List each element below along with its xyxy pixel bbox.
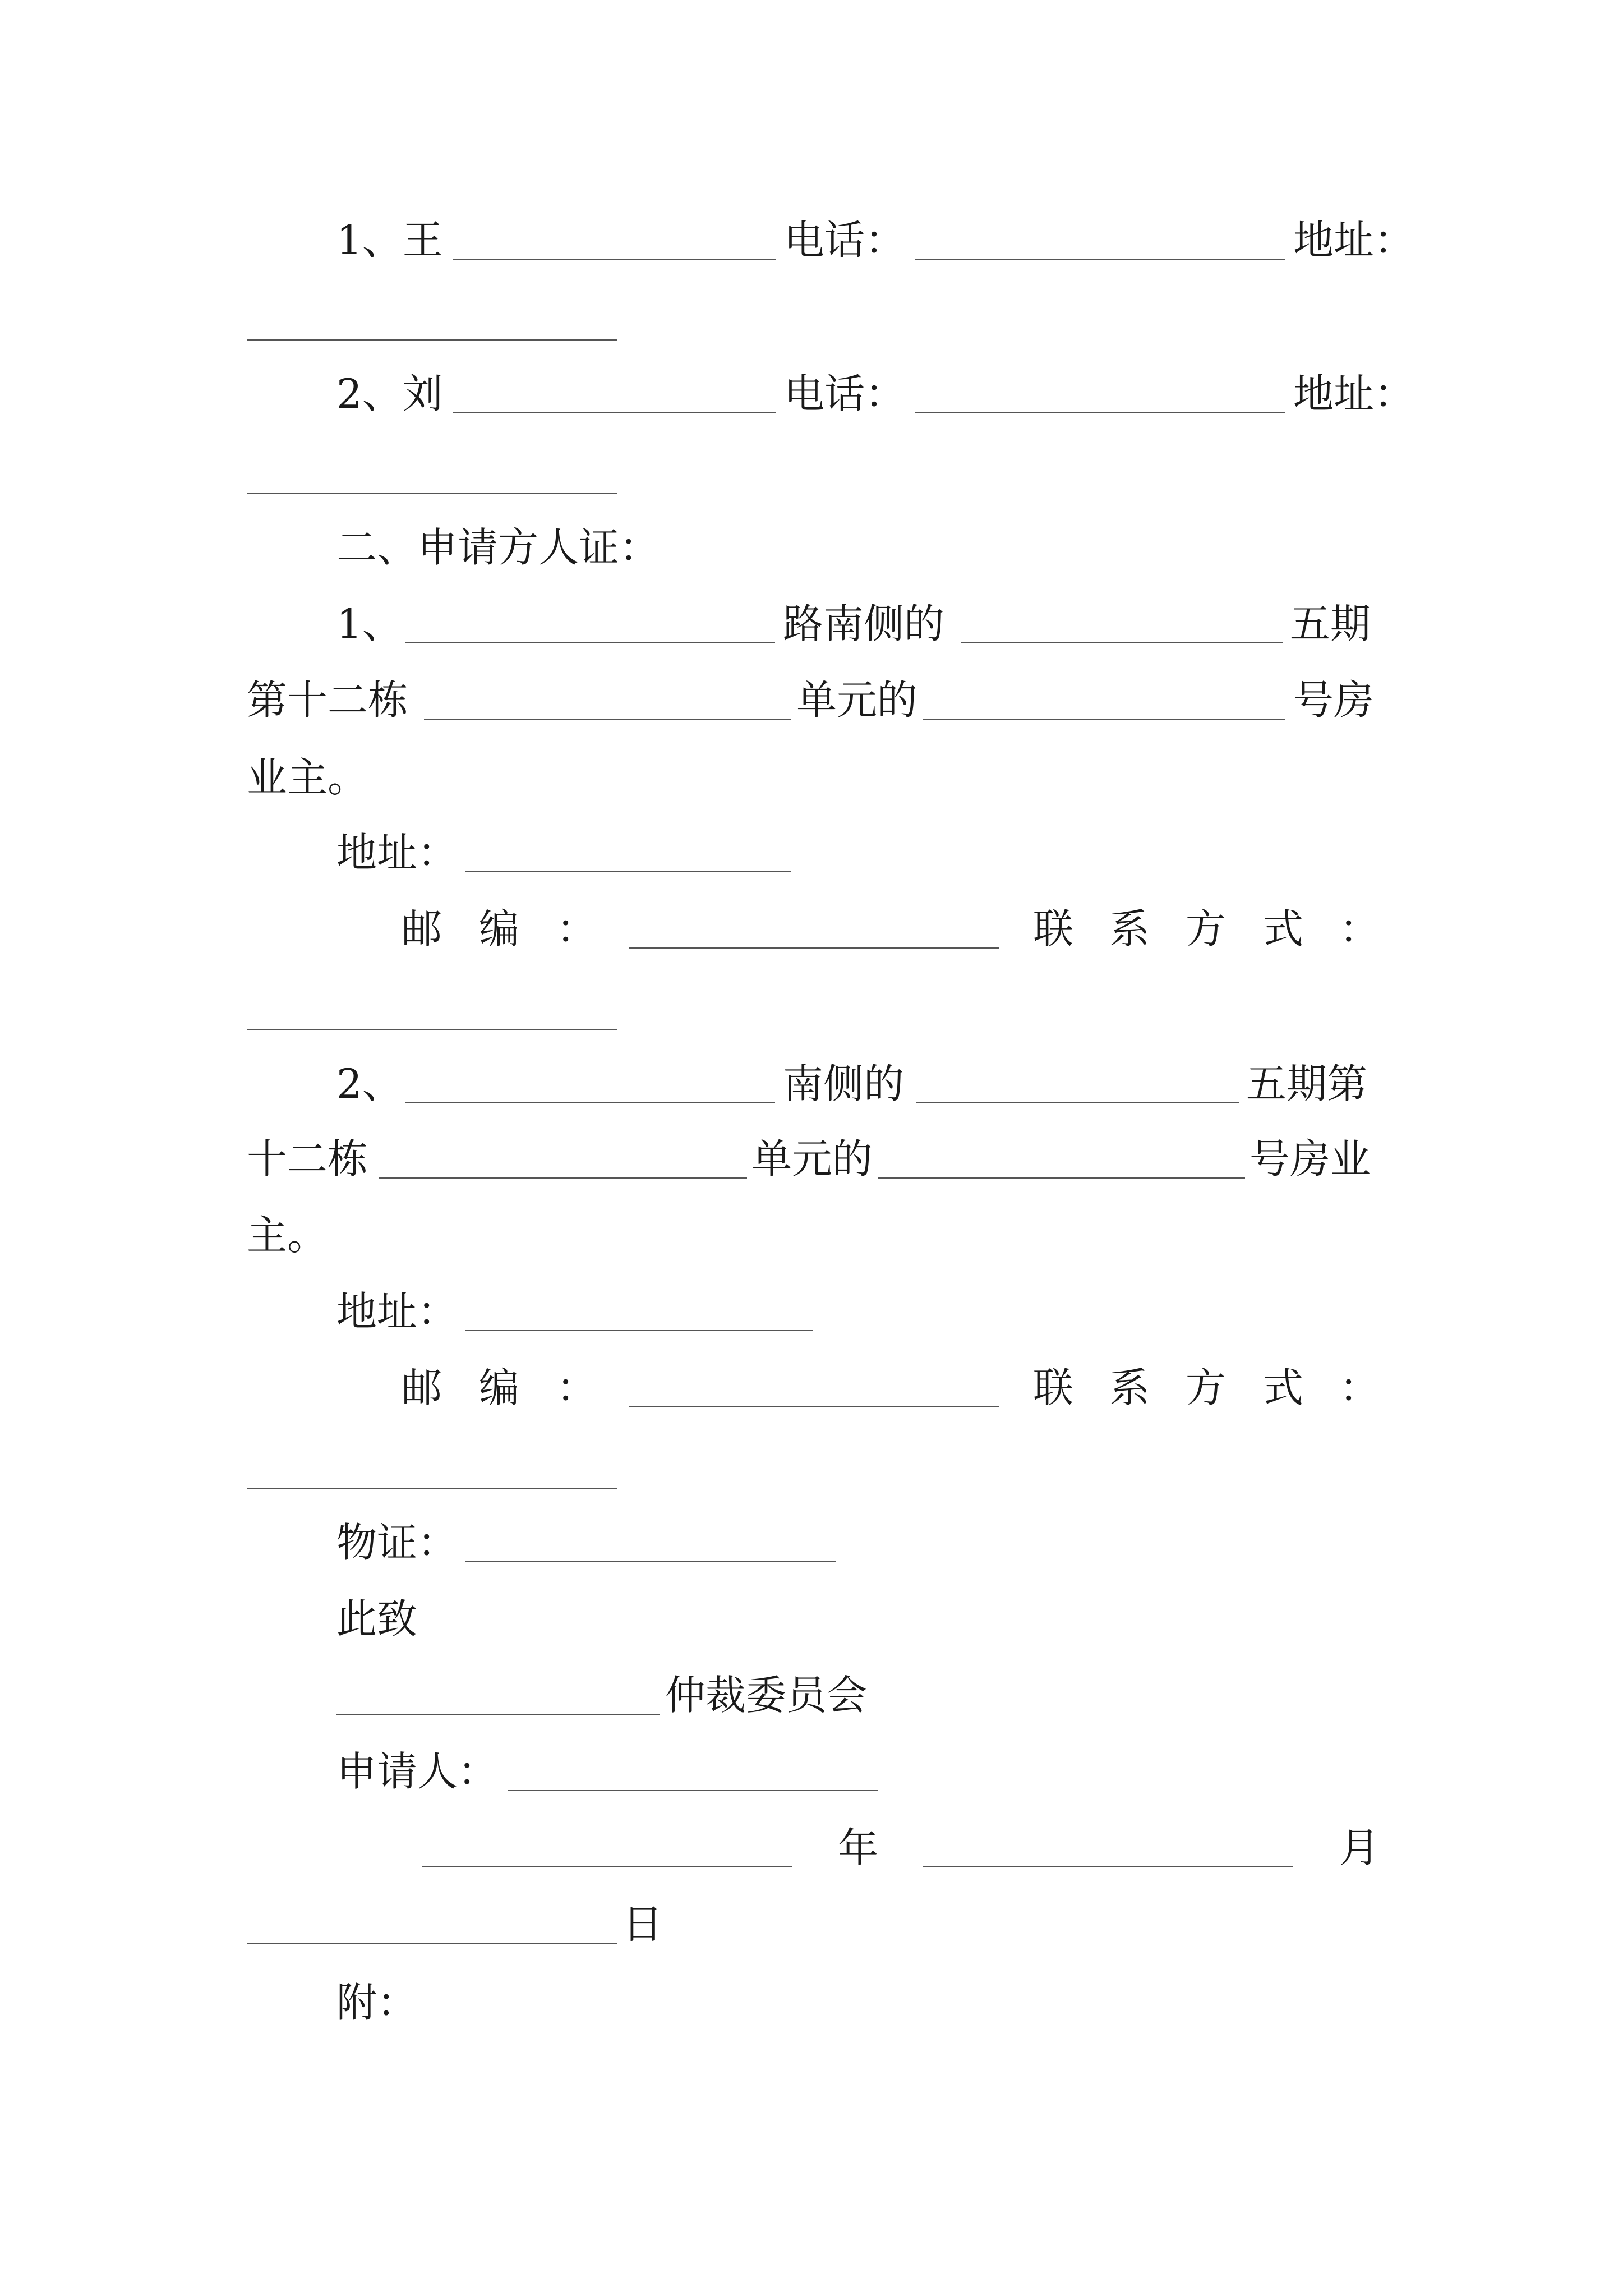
month-label: 月	[1339, 1824, 1380, 1871]
physical-evidence-blank[interactable]	[465, 1561, 836, 1562]
day-blank[interactable]	[247, 1943, 617, 1944]
witness-1-address-label: 地址：	[1293, 217, 1415, 264]
year-blank[interactable]	[422, 1866, 792, 1867]
building-12-text: 十二栋	[247, 1135, 368, 1182]
applicant-witness-1-estate-blank[interactable]	[961, 642, 1283, 643]
contact-label-char-2: 系	[1109, 1364, 1150, 1411]
witness-2-address-line	[0, 454, 1623, 495]
postcode-label-char-2: 编	[479, 905, 520, 953]
applicant-witness-1-road-blank[interactable]	[405, 642, 775, 643]
witness-1-address-line	[0, 301, 1623, 341]
room-text: 号房	[1293, 677, 1375, 724]
contact-label-char-3: 方	[1186, 905, 1227, 953]
attachment-line	[0, 1979, 1623, 2026]
applicant-witness-2-contact-blank[interactable]	[247, 1488, 617, 1489]
contact-label-char-2: 系	[1109, 905, 1150, 953]
month-blank[interactable]	[923, 1866, 1293, 1867]
south-side-text: 南侧的	[783, 1060, 905, 1107]
witness-1-address-blank[interactable]	[247, 339, 617, 341]
year-label: 年	[838, 1824, 879, 1871]
address-label: 地址：	[336, 1288, 458, 1335]
day-label: 日	[623, 1901, 663, 1948]
phase-5-text: 五期第	[1246, 1060, 1368, 1107]
applicant-signature-blank[interactable]	[508, 1790, 878, 1791]
applicant-witness-1-line-1	[0, 600, 1623, 647]
physical-evidence-line	[0, 1519, 1623, 1566]
committee-suffix: 仲裁委员会	[665, 1672, 868, 1719]
witness-1-phone-label: 电话：	[784, 217, 906, 264]
applicant-witness-2-room-blank[interactable]	[878, 1177, 1245, 1179]
postcode-label-char-1: 邮	[402, 1364, 442, 1411]
contact-label-char-4: 式	[1263, 905, 1304, 953]
closing-text: 此致	[336, 1595, 418, 1642]
applicant-label: 申请人：	[336, 1748, 499, 1795]
address-label: 地址：	[336, 829, 458, 876]
postcode-label-char-2: 编	[479, 1364, 520, 1411]
day-line	[0, 1901, 1623, 1948]
applicant-witness-2-line-2	[0, 1135, 1623, 1182]
phase-5-text: 五期	[1290, 600, 1371, 647]
contact-label-char-1: 联	[1033, 1364, 1074, 1411]
witness-2-name-blank[interactable]	[453, 412, 776, 413]
date-line	[0, 1824, 1623, 1871]
contact-label-char-1: 联	[1033, 905, 1074, 953]
witness-2-line	[0, 370, 1623, 417]
committee-name-blank[interactable]	[336, 1714, 660, 1715]
witness-1-phone-blank[interactable]	[915, 259, 1285, 260]
applicant-witness-2-contact-line	[0, 1450, 1623, 1490]
unit-text: 单元的	[796, 677, 918, 724]
applicant-witness-1-address-blank[interactable]	[465, 871, 791, 872]
postcode-label-colon: ：	[556, 1364, 597, 1411]
applicant-witness-2-estate-blank[interactable]	[916, 1102, 1239, 1103]
committee-line	[0, 1672, 1623, 1719]
applicant-witness-2-line-3	[0, 1212, 1623, 1259]
applicant-witness-2-road-blank[interactable]	[405, 1102, 775, 1103]
applicant-witness-1-number: 1、	[336, 600, 403, 647]
contact-label-colon: ：	[1339, 905, 1380, 953]
contact-label-char-3: 方	[1186, 1364, 1227, 1411]
applicant-witness-1-contact-blank[interactable]	[247, 1029, 617, 1030]
witness-1-line	[0, 217, 1623, 264]
applicant-witness-1-address-line	[0, 829, 1623, 876]
postcode-label-colon: ：	[556, 905, 597, 953]
owner-text: 主。	[247, 1212, 328, 1259]
closing-line	[0, 1595, 1623, 1642]
section-2-heading-line	[0, 524, 1623, 571]
owner-text: 业主。	[247, 754, 368, 801]
applicant-line	[0, 1748, 1623, 1795]
attachment-label: 附：	[336, 1979, 418, 2026]
witness-2-phone-blank[interactable]	[915, 412, 1285, 413]
unit-text: 单元的	[751, 1135, 873, 1182]
applicant-witness-1-unit-blank[interactable]	[424, 719, 791, 720]
witness-1-number: 1、王	[336, 217, 443, 264]
applicant-witness-2-postcode-line	[0, 1364, 1623, 1411]
applicant-witness-2-unit-blank[interactable]	[379, 1177, 747, 1179]
contact-label-char-4: 式	[1263, 1364, 1304, 1411]
applicant-witness-2-line-1	[0, 1060, 1623, 1107]
applicant-witness-2-postcode-blank[interactable]	[629, 1406, 999, 1407]
witness-2-number: 2、刘	[336, 370, 443, 417]
witness-2-address-blank[interactable]	[247, 493, 617, 494]
contact-label-colon: ：	[1339, 1364, 1380, 1411]
applicant-witness-1-room-blank[interactable]	[923, 719, 1285, 720]
section-2-heading: 二、申请方人证：	[336, 524, 660, 571]
applicant-witness-1-contact-line	[0, 991, 1623, 1031]
applicant-witness-1-line-3	[0, 754, 1623, 801]
witness-2-address-label: 地址：	[1293, 370, 1415, 417]
applicant-witness-2-number: 2、	[336, 1060, 403, 1107]
road-south-text: 路南侧的	[783, 600, 945, 647]
applicant-witness-2-address-blank[interactable]	[465, 1330, 813, 1331]
postcode-label-char-1: 邮	[402, 905, 442, 953]
applicant-witness-1-line-2	[0, 677, 1623, 724]
room-text: 号房业	[1249, 1135, 1371, 1182]
applicant-witness-2-address-line	[0, 1288, 1623, 1335]
witness-2-phone-label: 电话：	[784, 370, 906, 417]
witness-1-name-blank[interactable]	[453, 259, 776, 260]
applicant-witness-1-postcode-blank[interactable]	[629, 947, 999, 949]
building-12-text: 第十二栋	[247, 677, 409, 724]
applicant-witness-1-postcode-line	[0, 905, 1623, 953]
physical-evidence-label: 物证：	[336, 1519, 458, 1566]
